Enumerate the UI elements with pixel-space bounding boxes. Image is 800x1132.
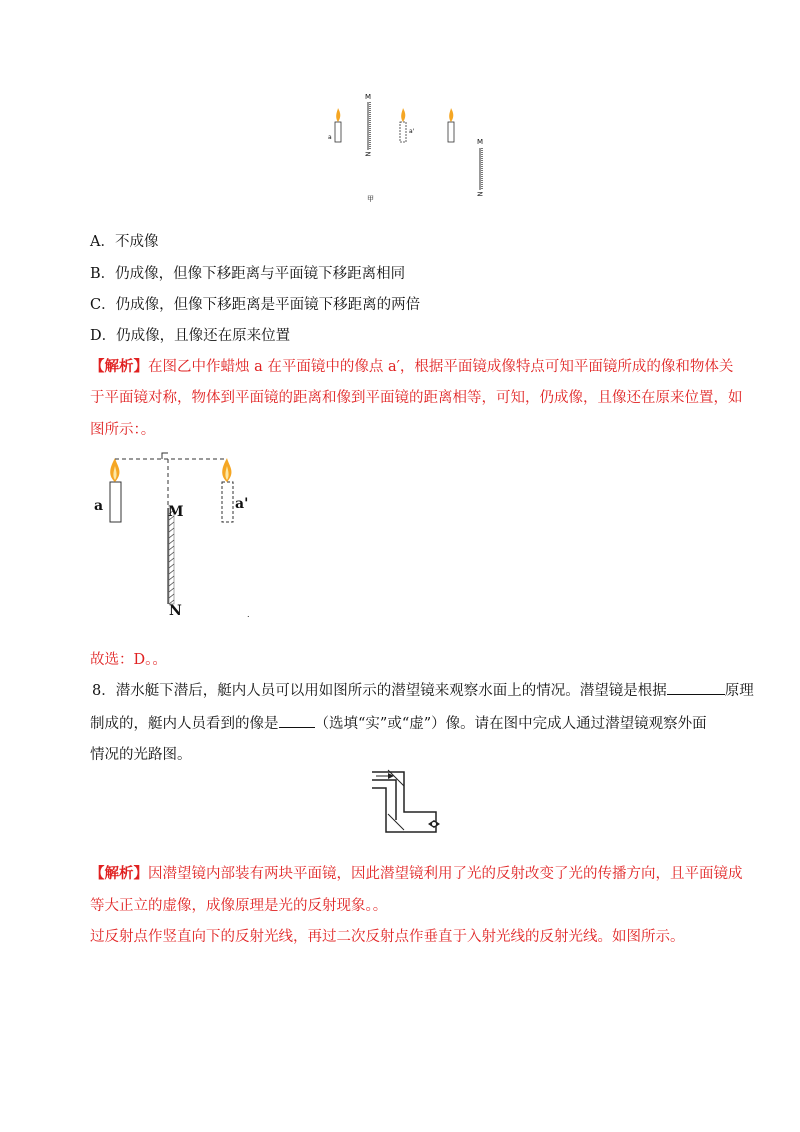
q8-text-2a: 制成的，艇内人员看到的像是 [90, 716, 279, 732]
figure-mid [90, 448, 260, 623]
q8-line-2 [90, 713, 707, 734]
analysis-1-line-2: 于平面镜对称，物体到平面镜的距离和像到平面镜的距离相等，可知，仍成像，且像还在原来位置，如 [90, 390, 743, 406]
periscope-figure [368, 768, 458, 836]
analysis-2-line-1 [90, 864, 743, 884]
mirror-image-diagram [90, 448, 260, 623]
label-a-prime: a' [235, 496, 249, 512]
periscope-diagram [368, 768, 458, 836]
label-a: a [94, 498, 104, 514]
analysis-1-line-1 [90, 357, 733, 377]
analysis-1-text-1: 在图乙中作蜡烛 a 在平面镜中的像点 a′，根据平面镜成像特点可知平面镜所成的像和物体关 [148, 359, 734, 375]
option-a: A．不成像 [90, 234, 159, 250]
label-m2: M [477, 138, 484, 146]
q8-text-1b: 原理 [724, 683, 754, 699]
analysis-2-line-2: 等大正立的虚像，成像原理是光的反射现象。。 [90, 898, 388, 914]
option-b: B．仍成像，但像下移距离与平面镜下移距离相同 [90, 266, 406, 282]
label-a: a [328, 134, 332, 141]
figure-top [320, 90, 510, 210]
analysis-1-line-3: 图所示：。 [90, 422, 156, 438]
q8-number: 8． [92, 683, 116, 699]
analysis-2-line-3: 过反射点作竖直向下的反射光线，再过二次反射点作垂直于入射光线的反射光线。如图所示。 [90, 929, 685, 945]
answer-blank-1[interactable] [667, 680, 725, 695]
q8-text-2b: （选填“实”或“虚”）像。请在图中完成人通过潜望镜观察外面 [314, 716, 707, 732]
label-m: M [168, 504, 184, 520]
q8-text-1a: 潜水艇下潜后，艇内人员可以用如图所示的潜望镜来观察水面上的情况。潜望镜是根据 [115, 683, 667, 699]
label-n: N [169, 603, 182, 619]
analysis-tag: 【解析】 [90, 358, 148, 375]
answer-blank-2[interactable] [279, 713, 315, 728]
small-dot: . [247, 610, 250, 619]
analysis-2-text-1: 因潜望镜内部装有两块平面镜，因此潜望镜利用了光的反射改变了光的传播方向，且平面镜成 [148, 866, 743, 882]
label-m1: M [365, 93, 372, 101]
option-c: C．仍成像，但像下移距离是平面镜下移距离的两倍 [90, 297, 421, 313]
q8-line-3: 情况的光路图。 [90, 747, 192, 763]
option-d: D．仍成像，且像还在原来位置 [90, 328, 291, 344]
label-jia: 甲 [367, 195, 374, 203]
answer-1: 故选：D。。 [90, 652, 167, 668]
label-n2: N [475, 191, 484, 197]
q8-line-1 [92, 680, 754, 701]
label-a-prime: a' [409, 128, 415, 135]
analysis-tag: 【解析】 [90, 865, 148, 882]
label-n1: N [363, 151, 372, 157]
